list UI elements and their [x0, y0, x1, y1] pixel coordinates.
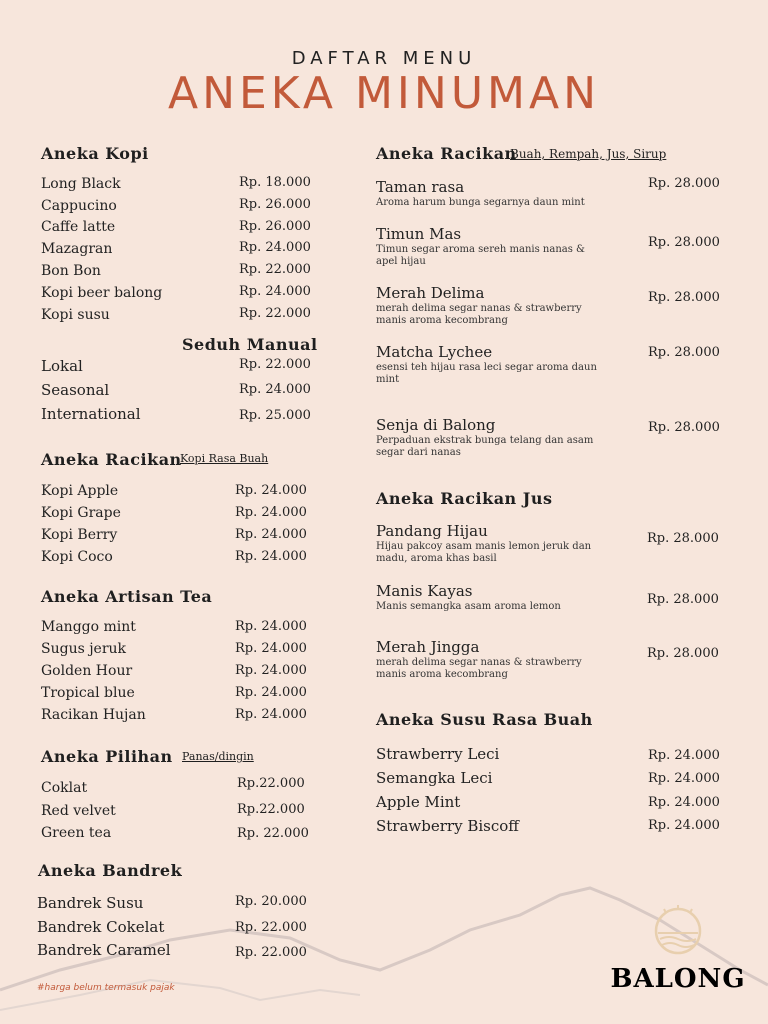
menu-item-name: Strawberry Leci	[376, 745, 500, 763]
menu-item-price: Rp. 26.000	[239, 197, 311, 212]
menu-item-price: Rp. 24.000	[235, 707, 307, 722]
menu-item-name: Coklat	[41, 780, 88, 796]
menu-item-description: esensi teh hijau rasa leci segar aroma daun mint	[376, 362, 597, 385]
menu-item-name: Semangka Leci	[376, 769, 493, 787]
menu-item-name: Strawberry Biscoff	[376, 817, 519, 835]
section-subtitle-panas-dingin: Panas/dingin	[182, 750, 254, 763]
menu-item-name: Cappucino	[41, 198, 117, 214]
tax-footnote: #harga belum termasuk pajak	[37, 983, 175, 993]
menu-item-name: Matcha Lychee	[376, 343, 493, 361]
menu-item-name: Timun Mas	[376, 225, 462, 243]
menu-item-name: Bandrek Cokelat	[37, 918, 165, 936]
menu-item-name: Bandrek Susu	[37, 894, 144, 912]
menu-item-name: Kopi beer balong	[41, 285, 163, 301]
menu-item-price: Rp. 25.000	[239, 408, 311, 423]
menu-item-price: Rp. 28.000	[648, 420, 720, 435]
menu-item-price: Rp. 28.000	[648, 176, 720, 191]
section-subtitle-buah-rempah: Buah, Rempah, Jus, Sirup	[510, 147, 667, 161]
menu-item-name: Kopi Berry	[41, 527, 118, 543]
menu-item-name: Apple Mint	[376, 793, 461, 811]
menu-item-name: Kopi Apple	[41, 483, 119, 499]
menu-item-price: Rp. 24.000	[648, 748, 720, 763]
menu-item-price: Rp. 24.000	[235, 663, 307, 678]
menu-item-price: Rp. 24.000	[235, 527, 307, 542]
menu-item-description: Manis semangka asam aroma lemon	[376, 601, 561, 612]
menu-item-price: Rp. 26.000	[239, 219, 311, 234]
menu-item-price: Rp. 22.000	[237, 826, 309, 841]
menu-item-price: Rp. 28.000	[647, 646, 719, 661]
menu-item-name: Bandrek Caramel	[37, 941, 171, 959]
section-title-aneka-pilihan: Aneka Pilihan	[41, 747, 173, 766]
brand-name: BALONG	[610, 964, 746, 994]
menu-item-price: Rp. 28.000	[648, 235, 720, 250]
menu-item-price: Rp. 20.000	[235, 894, 307, 909]
menu-item-price: Rp. 24.000	[239, 284, 311, 299]
menu-item-price: Rp.22.000	[237, 802, 305, 817]
menu-item-price: Rp. 24.000	[235, 483, 307, 498]
menu-item-name: Bon Bon	[41, 263, 101, 279]
menu-item-name: Tropical blue	[41, 685, 135, 701]
menu-item-price: Rp. 24.000	[235, 685, 307, 700]
section-title-susu-rasa-buah: Aneka Susu Rasa Buah	[376, 710, 593, 729]
menu-item-name: Pandang Hijau	[376, 522, 488, 540]
menu-item-name: Merah Jingga	[376, 638, 480, 656]
menu-item-price: Rp. 24.000	[235, 549, 307, 564]
menu-item-price: Rp.22.000	[237, 776, 305, 791]
menu-title: ANEKA MINUMAN	[167, 68, 600, 119]
balong-logo	[610, 905, 746, 1000]
menu-item-price: Rp. 22.000	[235, 945, 307, 960]
menu-item-name: Golden Hour	[41, 663, 133, 679]
menu-item-price: Rp. 28.000	[648, 345, 720, 360]
menu-item-name: Merah Delima	[376, 284, 485, 302]
menu-kicker: DAFTAR MENU	[291, 48, 477, 69]
menu-item-description: Aroma harum bunga segarnya daun mint	[376, 197, 585, 208]
menu-item-price: Rp. 22.000	[239, 262, 311, 277]
menu-item-name: Racikan Hujan	[41, 707, 146, 723]
menu-item-price: Rp. 22.000	[239, 306, 311, 321]
menu-item-description: merah delima segar nanas & strawberry manis aroma kecombrang	[376, 657, 582, 680]
menu-item-name: Senja di Balong	[376, 416, 496, 434]
menu-item-price: Rp. 28.000	[647, 531, 719, 546]
menu-item-description: merah delima segar nanas & strawberry manis aroma kecombrang	[376, 303, 582, 326]
menu-item-price: Rp. 24.000	[235, 505, 307, 520]
menu-item-name: Taman rasa	[376, 178, 465, 196]
menu-item-price: Rp. 22.000	[239, 357, 311, 372]
menu-item-price: Rp. 24.000	[235, 619, 307, 634]
menu-item-name: Kopi Coco	[41, 549, 113, 565]
menu-item-description: Perpaduan ekstrak bunga telang dan asam segar dari nanas	[376, 435, 594, 458]
menu-item-name: Sugus jeruk	[41, 641, 127, 657]
menu-item-price: Rp. 24.000	[239, 382, 311, 397]
menu-item-price: Rp. 18.000	[239, 175, 311, 190]
section-title-racikan-jus: Aneka Racikan Jus	[376, 489, 553, 508]
menu-item-price: Rp. 28.000	[648, 290, 720, 305]
menu-item-description: Timun segar aroma sereh manis nanas & apel hijau	[376, 244, 585, 267]
section-title-aneka-racikan-kopi: Aneka Racikan	[41, 450, 182, 469]
menu-item-price: Rp. 24.000	[648, 771, 720, 786]
menu-item-name: Caffe latte	[41, 219, 116, 235]
section-subtitle-kopi-rasa-buah: Kopi Rasa Buah	[180, 452, 269, 465]
menu-item-name: Long Black	[41, 176, 121, 192]
section-title-aneka-bandrek: Aneka Bandrek	[38, 861, 183, 880]
menu-item-price: Rp. 24.000	[648, 818, 720, 833]
menu-item-name: Manggo mint	[41, 619, 136, 635]
menu-item-name: Lokal	[41, 357, 83, 375]
menu-item-price: Rp. 24.000	[648, 795, 720, 810]
section-title-seduh-manual: Seduh Manual	[182, 335, 318, 354]
menu-item-price: Rp. 24.000	[235, 641, 307, 656]
menu-item-name: Seasonal	[41, 381, 110, 399]
section-title-artisan-tea: Aneka Artisan Tea	[41, 587, 213, 606]
menu-item-name: Kopi Grape	[41, 505, 121, 521]
menu-item-price: Rp. 24.000	[239, 240, 311, 255]
menu-item-name: Manis Kayas	[376, 582, 473, 600]
menu-item-name: Green tea	[41, 825, 112, 841]
section-title-aneka-racikan-buah: Aneka Racikan	[376, 144, 517, 163]
section-title-aneka-kopi: Aneka Kopi	[41, 144, 149, 163]
menu-item-price: Rp. 22.000	[235, 920, 307, 935]
menu-item-description: Hijau pakcoy asam manis lemon jeruk dan madu, aroma khas basil	[376, 541, 592, 564]
menu-item-price: Rp. 28.000	[647, 592, 719, 607]
menu-item-name: Red velvet	[41, 803, 116, 819]
menu-item-name: International	[41, 405, 141, 423]
menu-item-name: Kopi susu	[41, 307, 110, 323]
menu-item-name: Mazagran	[41, 241, 113, 257]
